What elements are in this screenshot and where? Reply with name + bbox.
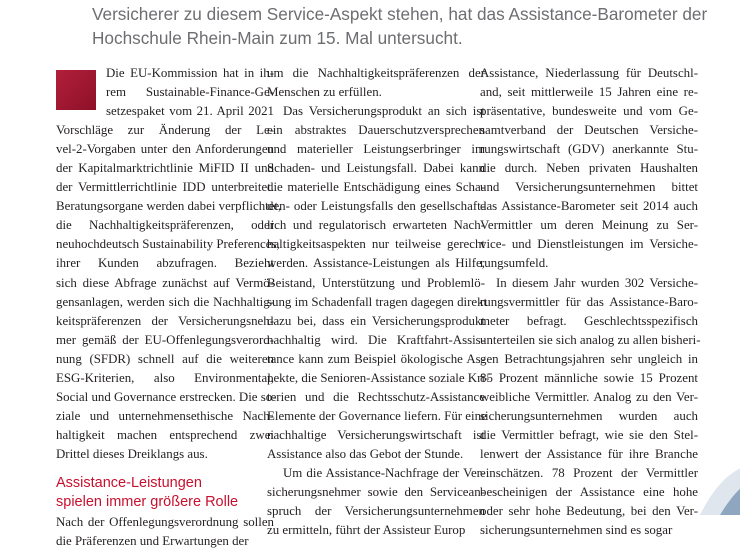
text-line: samtverband der Deutschen Versiche-	[480, 123, 698, 138]
intro-text	[92, 2, 732, 50]
text-line: Schaden- und Leistungsfall. Dabei kann	[267, 161, 485, 176]
text-line: lenwert der Assistance für ihre Branche	[480, 446, 698, 461]
text-line: lich und regulatorisch erwarteten Nach-	[267, 218, 485, 233]
text-line: dazu bei, dass ein Versicherungsprodukt	[267, 313, 485, 328]
paragraph	[480, 64, 698, 274]
text-line: werden. Assistance-Leistungen als Hilfe,	[267, 256, 485, 271]
text-line: terien und die Rechtsschutz-Assistance	[267, 389, 485, 404]
paragraph	[56, 64, 282, 464]
text-line: spruch der Versicherungsunternehmen	[267, 504, 485, 519]
text-line: ihrer Kunden abzufragen. Bezieht	[56, 256, 274, 271]
text-line: rem Sustainable-Finance-Ge-	[106, 85, 274, 100]
text-line: and, seit mittlerweile 15 Jahren eine re-	[480, 85, 698, 100]
text-line: bescheinigen der Assistance eine hohe	[480, 485, 698, 500]
article-column-2	[267, 64, 490, 540]
section-heading-line: spielen immer größere Rolle	[56, 493, 239, 510]
text-line: Assistance, Niederlassung für Deutschl-	[480, 66, 698, 80]
text-line: unterteilen sie sich analog zu allen bisheri-	[480, 332, 701, 347]
text-line: Beistand, Unterstützung und Problemlö-	[267, 275, 485, 290]
text-line: nung (SFDR) schnell auf die weiteren	[56, 351, 274, 366]
text-line: die materielle Entschädigung eines Scha-	[267, 180, 485, 195]
text-line: einschätzen. 78 Prozent der Vermittler	[480, 465, 698, 480]
paragraph	[267, 464, 485, 540]
paragraph	[267, 64, 485, 102]
paragraph	[56, 513, 274, 551]
text-line: ein abstraktes Dauerschutzversprechen	[267, 123, 485, 138]
text-line: vel-2-Vorgaben unter den Anforderungen	[56, 142, 274, 157]
text-line: Drittel dieses Dreiklangs aus.	[56, 446, 208, 461]
text-line: vice- und Dienstleistungen im Versiche-	[480, 237, 698, 252]
text-line: weibliche Vermittler. Analog zu den Ver-	[480, 389, 698, 404]
text-line: rungsvermittler für das Assistance-Baro-	[480, 294, 698, 309]
text-line: Nach der Offenlegungsverordnung sollen	[56, 514, 274, 529]
text-line: sicherungsnehmer sowie den Servicean-	[267, 485, 485, 500]
text-line: nachhaltig wird. Die Kraftfahrt-Assis-	[267, 332, 485, 347]
text-line: um die Nachhaltigkeitspräferenzen der	[267, 66, 485, 80]
text-line: mer gemäß der EU-Offenlegungsverord-	[56, 332, 274, 347]
text-line: setzespaket vom 21. April 2021	[106, 104, 274, 119]
text-line: rungsumfeld.	[480, 256, 549, 271]
text-line: und Versicherungsunternehmen bittet	[480, 180, 698, 195]
paragraph	[480, 274, 701, 541]
text-line: sicherungsunternehmen wurden auch	[480, 408, 698, 423]
text-line: Die EU-Kommission hat in ih-	[106, 66, 274, 80]
text-line: der Kapitalmarktrichtlinie MiFID II und	[56, 161, 274, 176]
text-line: rungswirtschaft (GDV) anerkannte Stu-	[480, 142, 698, 157]
text-line: zu ermitteln, führt der Assisteur Europ	[267, 523, 466, 538]
text-line: Elemente der Governance liefern. Für eine	[267, 408, 487, 423]
text-line: oder sehr hohe Bedeutung, bei den Ver-	[480, 504, 698, 519]
section-heading-line: Assistance-Leistungen	[56, 474, 202, 491]
text-line: In diesem Jahr wurden 302 Versiche-	[496, 275, 698, 290]
text-line: 85 Prozent männliche sowie 15 Prozent	[480, 370, 698, 385]
text-line: neuhochdeutsch Sustainability Preferences,	[56, 237, 280, 252]
text-line: keitspräferenzen der Versicherungsneh-	[56, 313, 274, 328]
text-line: sicherungsunternehmen sind es sogar	[480, 523, 673, 538]
paragraph	[267, 102, 490, 464]
text-line: meter befragt. Geschlechtsspezifisch	[480, 313, 698, 328]
text-line: gen Betrachtungsjahren sehr ungleich in	[480, 351, 698, 366]
text-line: präsentative, bundesweite und vom Ge-	[480, 104, 698, 119]
page-corner-decoration	[680, 455, 740, 515]
text-line: gensanlagen, werden sich die Nachhaltig-	[56, 294, 274, 309]
text-line: Assistance also das Gebot der Stunde.	[267, 446, 464, 461]
text-line: tance kann zum Beispiel ökologische As-	[267, 351, 485, 366]
text-line: die Vermittler befragt, wie sie den Stel-	[480, 427, 698, 442]
text-line: die Präferenzen und Erwartungen der	[56, 534, 249, 549]
text-line: Um die Assistance-Nachfrage der Ver-	[283, 465, 485, 480]
text-line: der Vermittlerrichtlinie IDD unterbreitet.	[56, 180, 274, 195]
text-line: Vermittler um deren Meinung zu Ser-	[480, 218, 698, 233]
text-line: Menschen zu erfüllen.	[267, 85, 382, 100]
article-column-1	[56, 64, 282, 551]
text-line: sung im Schadenfall tragen dagegen direkt	[267, 294, 488, 309]
text-line: nachhaltige Versicherungswirtschaft ist	[267, 427, 485, 442]
text-line: Vorschläge zur Änderung der Le-	[56, 123, 274, 138]
text-line: haltigkeit machen entsprechend zwei	[56, 427, 274, 442]
text-line: das Assistance-Barometer seit 2014 auch	[480, 199, 698, 214]
text-line: und materieller Leistungserbringer im	[267, 142, 485, 157]
text-line: Beratungsorgane werden dabei verpflichtet,	[56, 199, 282, 214]
text-line: die durch. Neben privaten Haushalten	[480, 161, 698, 176]
text-line: haltigkeitsaspekten nur teilweise gerecht	[267, 237, 485, 252]
text-line: Social und Governance erstrecken. Die so-	[56, 389, 277, 404]
text-line: Das Versicherungsprodukt an sich ist	[283, 104, 485, 119]
text-line: die Nachhaltigkeitspräferenzen, oder	[56, 218, 274, 233]
text-line: ESG-Kriterien, also Environmental,	[56, 370, 274, 385]
text-line: pekte, die Senioren-Assistance soziale Kri-	[267, 370, 490, 385]
intro-line: Versicherer zu diesem Service-Aspekt stehen, hat das Assistance-Barometer der	[92, 4, 708, 24]
text-line: sich diese Abfrage zunächst auf Vermö-	[56, 275, 274, 290]
text-line: ziale und unternehmensethische Nach-	[56, 408, 274, 423]
article-column-3	[480, 64, 701, 540]
text-line: den- oder Leistungsfalls den gesellschaft-	[267, 199, 485, 214]
intro-line: Hochschule Rhein-Main zum 15. Mal untersucht.	[92, 28, 463, 48]
